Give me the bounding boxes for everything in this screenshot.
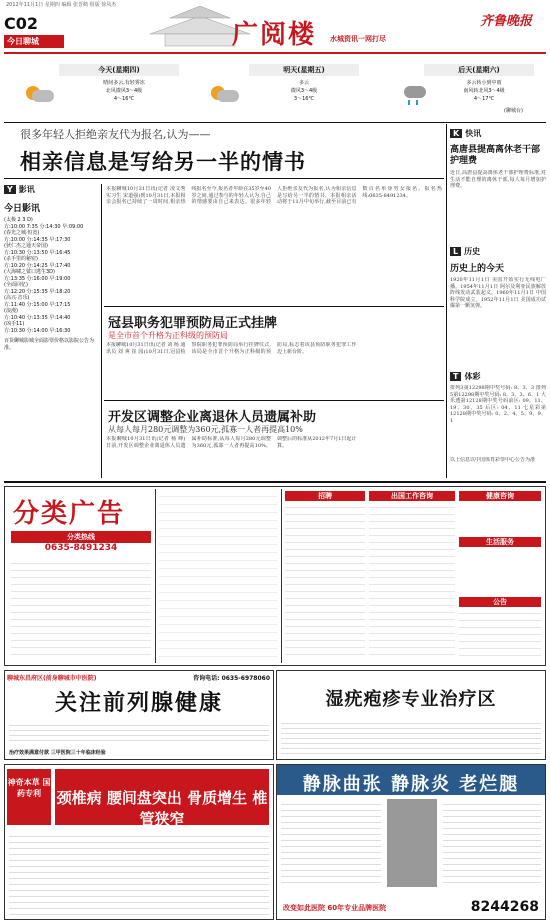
weather-desc: 多云转小到中雨 [466,80,502,86]
quick-label: 快讯 [465,129,482,138]
ad-wart [276,670,546,760]
col-head: 出国工作咨询 [369,491,455,501]
story3-body: 本报聊城10月31日讯(记者 杨 峰)日前,开发区调整企业离退休人员遗属补助标准,从每人每月280元调整为360元,孤寡一人者再提高10%。调整后的标准从2012年7月1日起计算。 [106,436,357,449]
movie-item: (狄仁杰之通天帝国) [4,243,48,249]
rain-drop-icon [416,100,418,105]
movie-item: (全面回忆) [4,282,28,288]
movie-list [4,224,100,335]
rain-drop-icon [408,100,410,105]
ad-headline: 关注前列腺健康 [54,690,223,716]
lottery-tag: T [450,372,461,381]
quick-body: 近日,高唐县提高离休老干部护理费标准,对生活不能自理的离休干部,每人每月增加护理费。 [450,170,546,190]
cloud-icon [217,90,239,102]
quick-headline: 高唐县提高离休老干部护理费 [450,145,541,166]
weather-day: 后天(星期六) [424,64,534,76]
history-title: 历史上的今天 [450,264,505,274]
weather-desc: 多云 [298,80,309,86]
cloud-icon [32,90,54,102]
movies-section-title: 今日影讯 [4,204,41,214]
weather-credit: (聊城台) [504,108,523,114]
masthead-title: 广阅楼 [232,20,317,50]
col-head: 公告 [459,597,541,607]
column-divider [155,489,156,663]
weather-temp: 4～17℃ [473,96,495,102]
movie-item: (浪漫) [4,308,18,314]
right-column [450,128,546,478]
story2-headline: 冠县职务犯罪预防局正式挂牌 [108,316,278,331]
ad-block [11,557,151,661]
section-rule [4,481,546,483]
weather-day: 明天(星期五) [249,64,359,76]
masthead-rule [4,52,546,54]
movie-item: (杀手里的秘密) [4,256,38,262]
movies-column [4,184,100,476]
column-divider [446,124,447,478]
column-divider [281,489,282,663]
ad-side-label: 神奇本草 国药专利 [7,769,51,825]
lottery-label: 体彩 [464,372,481,381]
movie-item: 方:10:30 分:14:00 早:16:30 [4,327,71,334]
classifieds-area [4,486,546,666]
movie-item: 方:10:00 分:14:35 早:17:30 [4,236,71,243]
weather-tomorrow [189,58,369,118]
ad-body [9,831,269,915]
ad-body [443,799,541,887]
ad-body [9,721,269,745]
quick-tag: K [450,129,462,138]
divider [4,122,546,123]
ad-headline: 湿疣疱疹专业治疗区 [325,689,497,710]
ad-spine [4,764,274,920]
ad-body [281,719,541,755]
weather-today [4,58,184,118]
column-divider [101,184,102,478]
movie-item: 方:13:35 分:16:00 早:19:00 [4,275,71,282]
story2-body: 本报聊城10月31日讯(记者 刘 杨 通讯员 刘 爽 崔 园)10月31日,冠县检察院职务犯罪预防局举行挂牌仪式,该局是全市首个升格为正科级的预防局,标志着该县预防职务犯罪工作迈上新台阶。 [106,342,357,355]
leg-photo [387,799,437,887]
weather-day-after [374,58,546,118]
movie-item: (大海啸之鲨口逃生3D) [4,269,55,275]
ad-block [459,607,541,661]
story3-headline: 开发区调整企业离退休人员遗属补助 [108,410,317,425]
ad-tagline: 改变如此医院 60年专业品牌医院 [283,904,387,912]
ad-block [285,501,365,661]
movies-cinema: (太极 2 3 D) [4,217,33,223]
movie-item: 方:10:00 7:35 分:14:30 早:09:00 [4,223,84,230]
weather-wind: 南风转北风3～4级 [463,88,505,94]
rain-cloud-icon [404,86,426,98]
weather-desc: 晴间多云,有轻雾冻 [103,80,145,86]
weather-wind: 北风微风3～4级 [105,88,143,94]
ad-phone: 咨询电话: 0635-6978060 [193,675,270,682]
history-body: 1920年11月1日 美国开始实行无线电广播。1954年11月1日 阿尔及利亚民族解放阵线发动武装起义。1960年11月1日 中国科学院成立。1952年11月1日 美国成功试爆第一颗氢弹。 [450,277,546,310]
date-line: 2012年11月1日 星期四 编辑 张晋鹤 组版 徐凤杰 [6,2,117,8]
movie-item: 方:10:30 分:13:50 早:16:45 [4,249,71,256]
page-code-block [4,14,64,50]
movie-item: (春光之城·恒宽) [4,230,40,236]
lead-body: 本报聊城10月31日讯(记者 凌文秀 实习生 宋道强)到10月31日,本报相亲会报名已持续了一周时间,相亲热线报名至今,报名者年龄在35岁至40岁之间,通过参与的年轻人认为,自己的情感要由自己来表达。很多年轻人拒绝亲友代为报名,认为相亲信息是写给另一半的情书。本报相亲活动将于11月中旬举行,截至目前已有数百名单身男女报名。报名热线:0635-8491234。 [106,186,442,206]
history-tag: L [450,247,461,256]
story2-subhead: 是全市首个升格为正科级的预防局 [108,331,228,340]
ad-varicose [276,764,546,920]
lottery-body: 排列3第12298期中奖号码: 8、3、3 排列5第12298期中奖号码: 8、3、3、6、1 大乐透第12128期中奖号码前区: 09、11、19、30、35 后区: 04、11 七星彩第12128期中奖号码: 0、2、4、5、9、9、1 [450,385,546,424]
ad-block [159,489,277,663]
lottery-footer: 以上信息以中国体育彩票中心公告为准 [450,457,536,463]
masthead-subtitle: 水城资讯一网打尽 [330,35,386,43]
ad-block [369,501,455,661]
movies-tag: Y [4,185,16,194]
col-head: 生活服务 [459,537,541,547]
weather-temp: 3～16℃ [293,96,315,102]
lead-headline: 相亲信息是写给另一半的情书 [20,149,306,174]
weather-wind: 微风3～4级 [290,88,318,94]
col-head: 招聘 [285,491,365,501]
movie-item: (高兴·音乐) [4,295,30,301]
weather-strip [4,58,546,120]
divider [104,400,444,401]
classifieds-title: 分类广告 [13,499,126,529]
story3-subhead: 从每人每月280元调整为360元,孤寡一人者再提高10% [108,425,303,434]
section-label: 今日聊城 [4,35,64,48]
divider [104,306,444,307]
movies-label: 影讯 [18,185,35,194]
ad-headline: 静脉曲张 静脉炎 老烂腿 [277,765,545,795]
ad-body [281,799,381,887]
col-head: 健康咨询 [459,491,541,501]
movie-item: 方:11:40 分:15:00 早:17:15 [4,301,71,308]
movie-item: 方:10:40 分:13:35 早:14:40 [4,314,71,321]
page-code: C02 [4,14,39,33]
movie-item: 方:12:20 分:15:35 早:18:20 [4,288,71,295]
weather-temp: 4～16℃ [113,96,135,102]
history-label: 历史 [464,247,481,256]
ad-phone: 8244268 [470,899,539,915]
divider [4,178,444,179]
ad-title: 聊城东昌府区(前身聊城市中医院) [7,675,97,682]
lead-kicker: 很多年轻人拒绝亲友代为报名,认为—— [20,128,211,141]
ad-headline: 颈椎病 腰间盘突出 骨质增生 椎管狭窄 [55,769,269,825]
ad-prostate [4,670,274,760]
paper-name: 齐鲁晚报 [480,14,533,29]
ad-footer: 治疗效果满意付款 三甲医院三十年临床经验 [9,749,106,756]
weather-day: 今天(星期四) [59,64,179,76]
movie-item: (凶手11) [4,321,25,327]
movies-footer: 百货聊城影城全面影票价格以影院公告为准。 [4,338,95,351]
hotline-label: 分类热线 [11,531,151,543]
movie-item: 方:10:20 分:14:25 早:17:40 [4,262,71,269]
hotline-number: 0635-8491234 [44,543,118,553]
